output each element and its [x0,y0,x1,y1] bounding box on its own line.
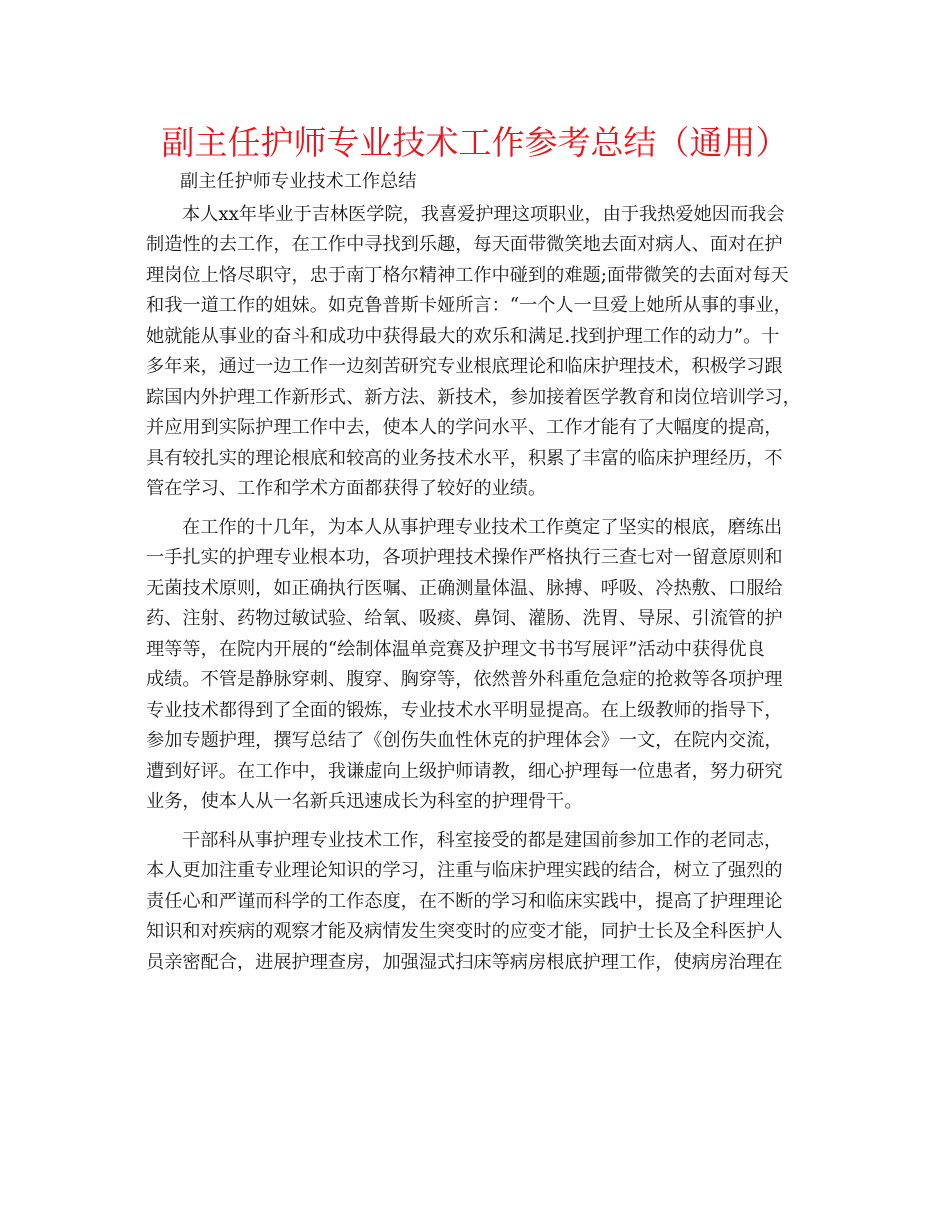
paragraph-line: 具有较扎实的理论根底和较高的业务技术水平，积累了丰富的临床护理经历，不 [146,447,783,469]
paragraph-line: 干部科从事护理专业技术工作，科室接受的都是建国前参加工作的老同志， [182,829,783,851]
paragraph-line: 知识和对疾病的观察才能及病情发生突变时的应变才能，同护士长及全科医护人 [146,921,783,942]
paragraph-line: 并应用到实际护理工作中去，使本人的学问水平、工作才能有了大幅度的提高， [146,417,783,438]
document-body [146,167,806,984]
paragraph-line: 无菌技术原则，如正确执行医嘱、正确测量体温、脉搏、呼吸、冷热敷、口服给 [146,577,783,599]
document-subtitle: 副主任护师专业技术工作总结 [180,171,417,192]
document-title: 副主任护师专业技术工作参考总结（通用） [161,123,789,162]
paragraph-line: 在工作的十几年，为本人从事护理专业技术工作奠定了坚实的根底，磨练出 [182,516,783,538]
paragraph-1 [146,200,806,505]
paragraph-line: 理等等，在院内开展的“绘制体温单竞赛及护理文书书写展评”活动中获得优良 [146,638,765,660]
paragraph-line: 业务，使本人从一名新兵迅速成长为科室的护理骨干。 [146,791,583,812]
paragraph-line: 她就能从事业的奋斗和成功中获得最大的欢乐和满足.找到护理工作的动力”。十 [146,325,780,347]
paragraph-line: 多年来，通过一边工作一边刻苦研究专业根底理论和临床护理技术，积极学习跟 [146,356,783,377]
paragraph-line: 成绩。不管是静脉穿刺、腹穿、胸穿等，依然普外科重危急症的抢救等各项护理 [146,669,783,690]
paragraph-2 [146,513,806,818]
paragraph-line: 本人xx年毕业于吉林医学院，我喜爱护理这项职业，由于我热爱她因而我会 [182,203,785,225]
paragraph-3 [146,826,806,979]
paragraph-line: 遭到好评。在工作中，我谦虚向上级护师请教，细心护理每一位患者，努力研究 [146,760,783,782]
paragraph-line: 药、注射、药物过敏试验、给氧、吸痰、鼻饲、灌肠、洗胃、导尿、引流管的护 [146,608,783,629]
paragraph-line: 管在学习、工作和学术方面都获得了较好的业绩。 [146,478,547,499]
paragraph-line: 和我一道工作的姐妹。如克鲁普斯卡娅所言：“一个人一旦爱上她所从事的事业， [146,295,792,316]
paragraph-line: 踪国内外护理工作新形式、新方法、新技术，参加接着医学教育和岗位培训学习， [146,386,801,408]
paragraph-line: 本人更加注重专业理论知识的学习，注重与临床护理实践的结合，树立了强烈的 [146,860,783,881]
paragraph-line: 专业技术都得到了全面的锻炼，专业技术水平明显提高。在上级教师的指导下， [146,699,783,721]
paragraph-line: 理岗位上恪尽职守，忠于南丁格尔精神工作中碰到的难题;面带微笑的去面对每天 [146,264,789,286]
paragraph-line: 参加专题护理，撰写总结了《创伤失血性休克的护理体会》一文，在院内交流， [146,730,783,751]
paragraph-line: 员亲密配合，进展护理查房，加强湿式扫床等病房根底护理工作，使病房治理在 [146,951,783,973]
paragraph-line: 制造性的去工作，在工作中寻找到乐趣，每天面带微笑地去面对病人、面对在护 [146,234,783,255]
paragraph-line: 责任心和严谨而科学的工作态度，在不断的学习和临床实践中，提高了护理理论 [146,890,783,912]
paragraph-line: 一手扎实的护理专业根本功，各项护理技术操作严格执行三查七对一留意原则和 [146,547,783,568]
